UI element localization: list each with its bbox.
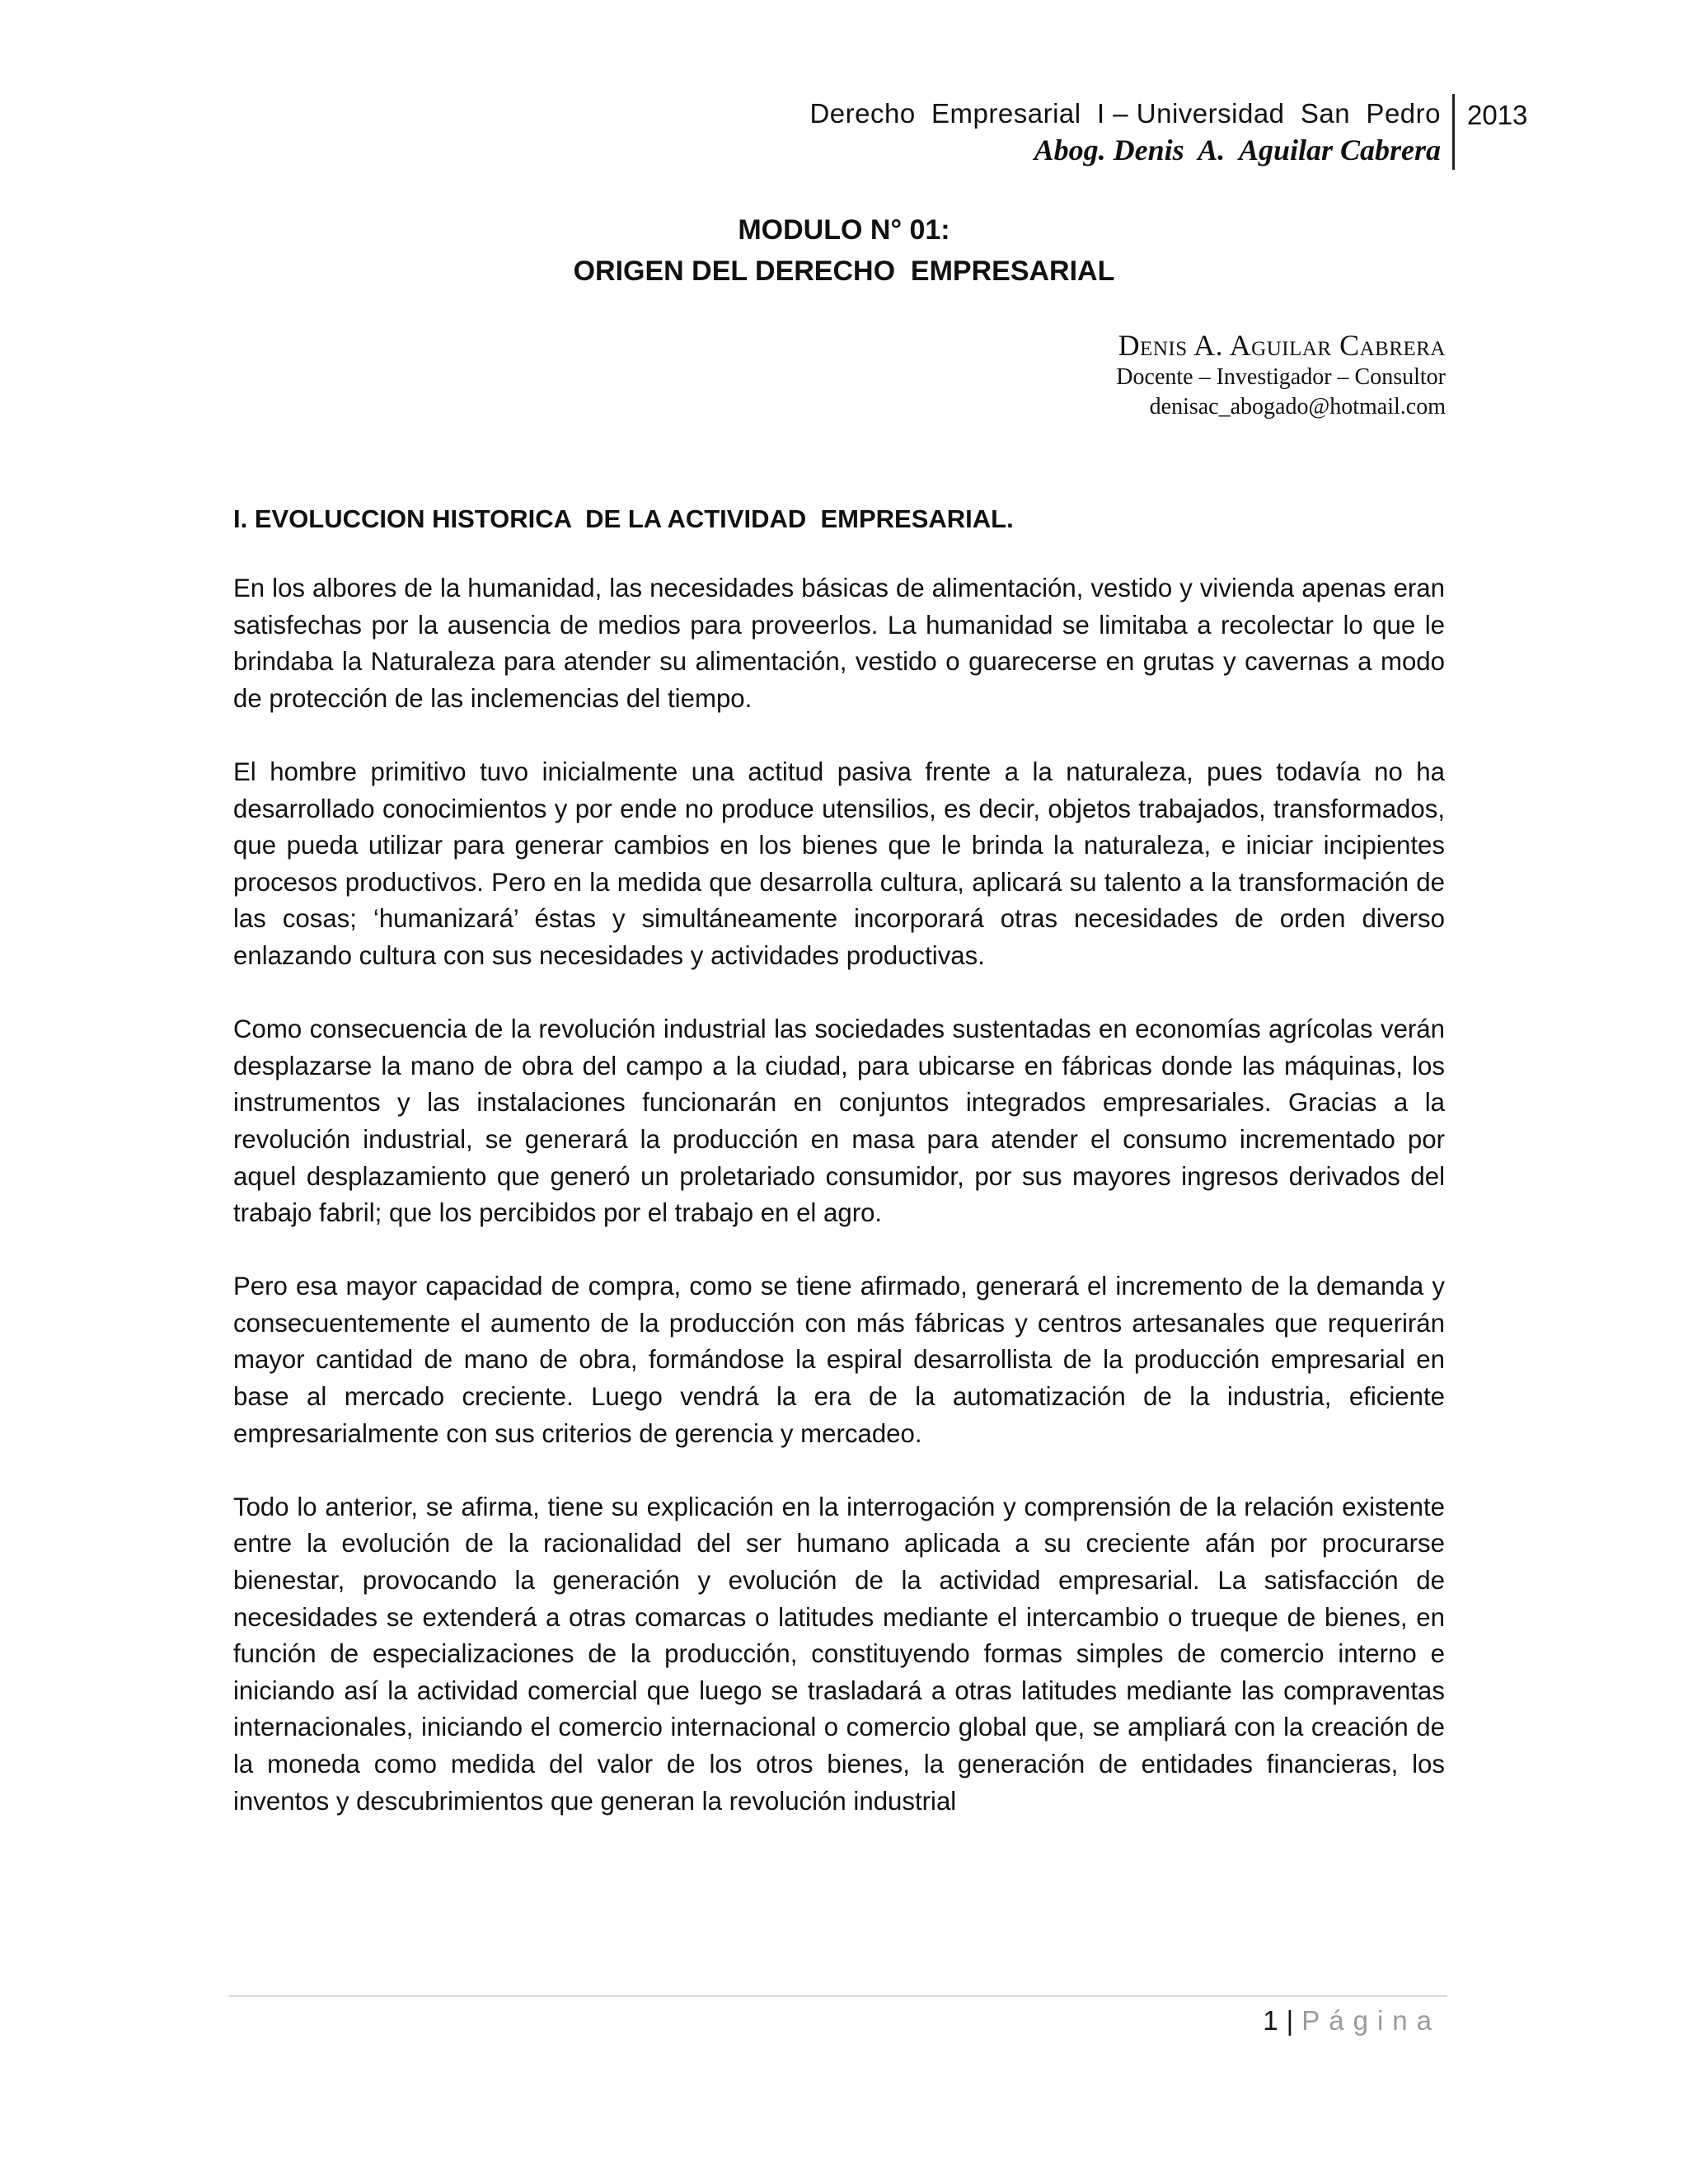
paragraph: En los albores de la humanidad, las necesidades básicas de alimentación, vestido y vivienda apenas eran satisfechas por la ausencia de medios para proveerlos. La humanidad se limitaba a recolectar lo que le brindaba la Naturaleza para atender su alimentación, vestido o guarecerse en grutas y cavernas a modo de protección de las inclemencias del tiempo. bbox=[233, 574, 1445, 713]
paragraph: Pero esa mayor capacidad de compra, como se tiene afirmado, generará el incremento de la demanda y consecuentemente el aumento de la producción con más fábricas y centros artesanales que requerirán mayor cantidad de mano de obra, formándose la espiral desarrollista de la producción empresarial en base al mercado creciente. Luego vendrá la era de la automatización de la industria, eficiente empresarialmente con sus criterios de gerencia y mercadeo. bbox=[233, 1272, 1445, 1448]
author-email: denisac_abogado@hotmail.com bbox=[1149, 394, 1446, 419]
author-role: Docente – Investigador – Consultor bbox=[1116, 364, 1446, 390]
document-title bbox=[0, 209, 1688, 292]
running-header bbox=[809, 96, 1441, 168]
section-heading: I. EVOLUCCION HISTORICA DE LA ACTIVIDAD EMPRESARIAL. bbox=[233, 504, 1014, 533]
page-label: Página bbox=[1301, 2005, 1441, 2036]
page-number: 1 bbox=[1263, 2005, 1278, 2036]
author-block bbox=[1116, 328, 1446, 422]
paragraph: El hombre primitivo tuvo inicialmente una actitud pasiva frente a la naturaleza, pues todavía no ha desarrollado conocimientos y por ende no produce utensilios, es decir, objetos trabajados, transformados, que pueda utilizar para generar cambios en los bienes que le brinda la naturaleza, e iniciar incipientes procesos productivos. Pero en la medida que desarrolla cultura, aplicará su talento a la transformación de las cosas; ‘humanizará’ éstas y simultáneamente incorporará otras necesidades de orden diverso enlazando cultura con sus necesidades y actividades productivas. bbox=[233, 757, 1445, 970]
body-text bbox=[233, 570, 1445, 1857]
footer-separator: | bbox=[1286, 2005, 1294, 2036]
footer-divider bbox=[229, 1995, 1447, 1997]
page-footer bbox=[1263, 2003, 1441, 2039]
header-author: Abog. Denis A. Aguilar Cabrera bbox=[1034, 134, 1441, 166]
paragraph: Todo lo anterior, se afirma, tiene su explicación en la interrogación y comprensión de la relación existente entre la evolución de la racionalidad del ser humano aplicada a su creciente afán por procurarse bienestar, provocando la generación y evolución de la actividad empresarial. La satisfacción de necesidades se extenderá a otras comarcas o latitudes mediante el intercambio o trueque de bienes, en función de especializaciones de la producción, constituyendo formas simples de comercio interno e iniciando así la actividad comercial que luego se trasladará a otras latitudes mediante las compraventas internacionales, iniciando el comercio internacional o comercio global que, se ampliará con la creación de la moneda como medida del valor de los otros bienes, la generación de entidades financieras, los inventos y descubrimientos que generan la revolución industrial bbox=[233, 1492, 1445, 1816]
header-course: Derecho Empresarial I – Universidad San Pedro bbox=[809, 98, 1441, 129]
title-line-2: ORIGEN DEL DERECHO EMPRESARIAL bbox=[573, 255, 1115, 287]
header-year: 2013 bbox=[1467, 100, 1528, 130]
author-name: Denis A. Aguilar Cabrera bbox=[1118, 329, 1446, 362]
paragraph: Como consecuencia de la revolución industrial las sociedades sustentadas en economías agrícolas verán desplazarse la mano de obra del campo a la ciudad, para ubicarse en fábricas donde las máquinas, los instrumentos y las instalaciones funcionarán en conjuntos integrados empresariales. Gracias a la revolución industrial, se generará la producción en masa para atender el consumo incrementado por aquel desplazamiento que generó un proletariado consumidor, por sus mayores ingresos derivados del trabajo fabril; que los percibidos por el trabajo en el agro. bbox=[233, 1015, 1445, 1228]
title-line-1: MODULO N° 01: bbox=[738, 214, 950, 246]
header-divider bbox=[1452, 94, 1455, 170]
